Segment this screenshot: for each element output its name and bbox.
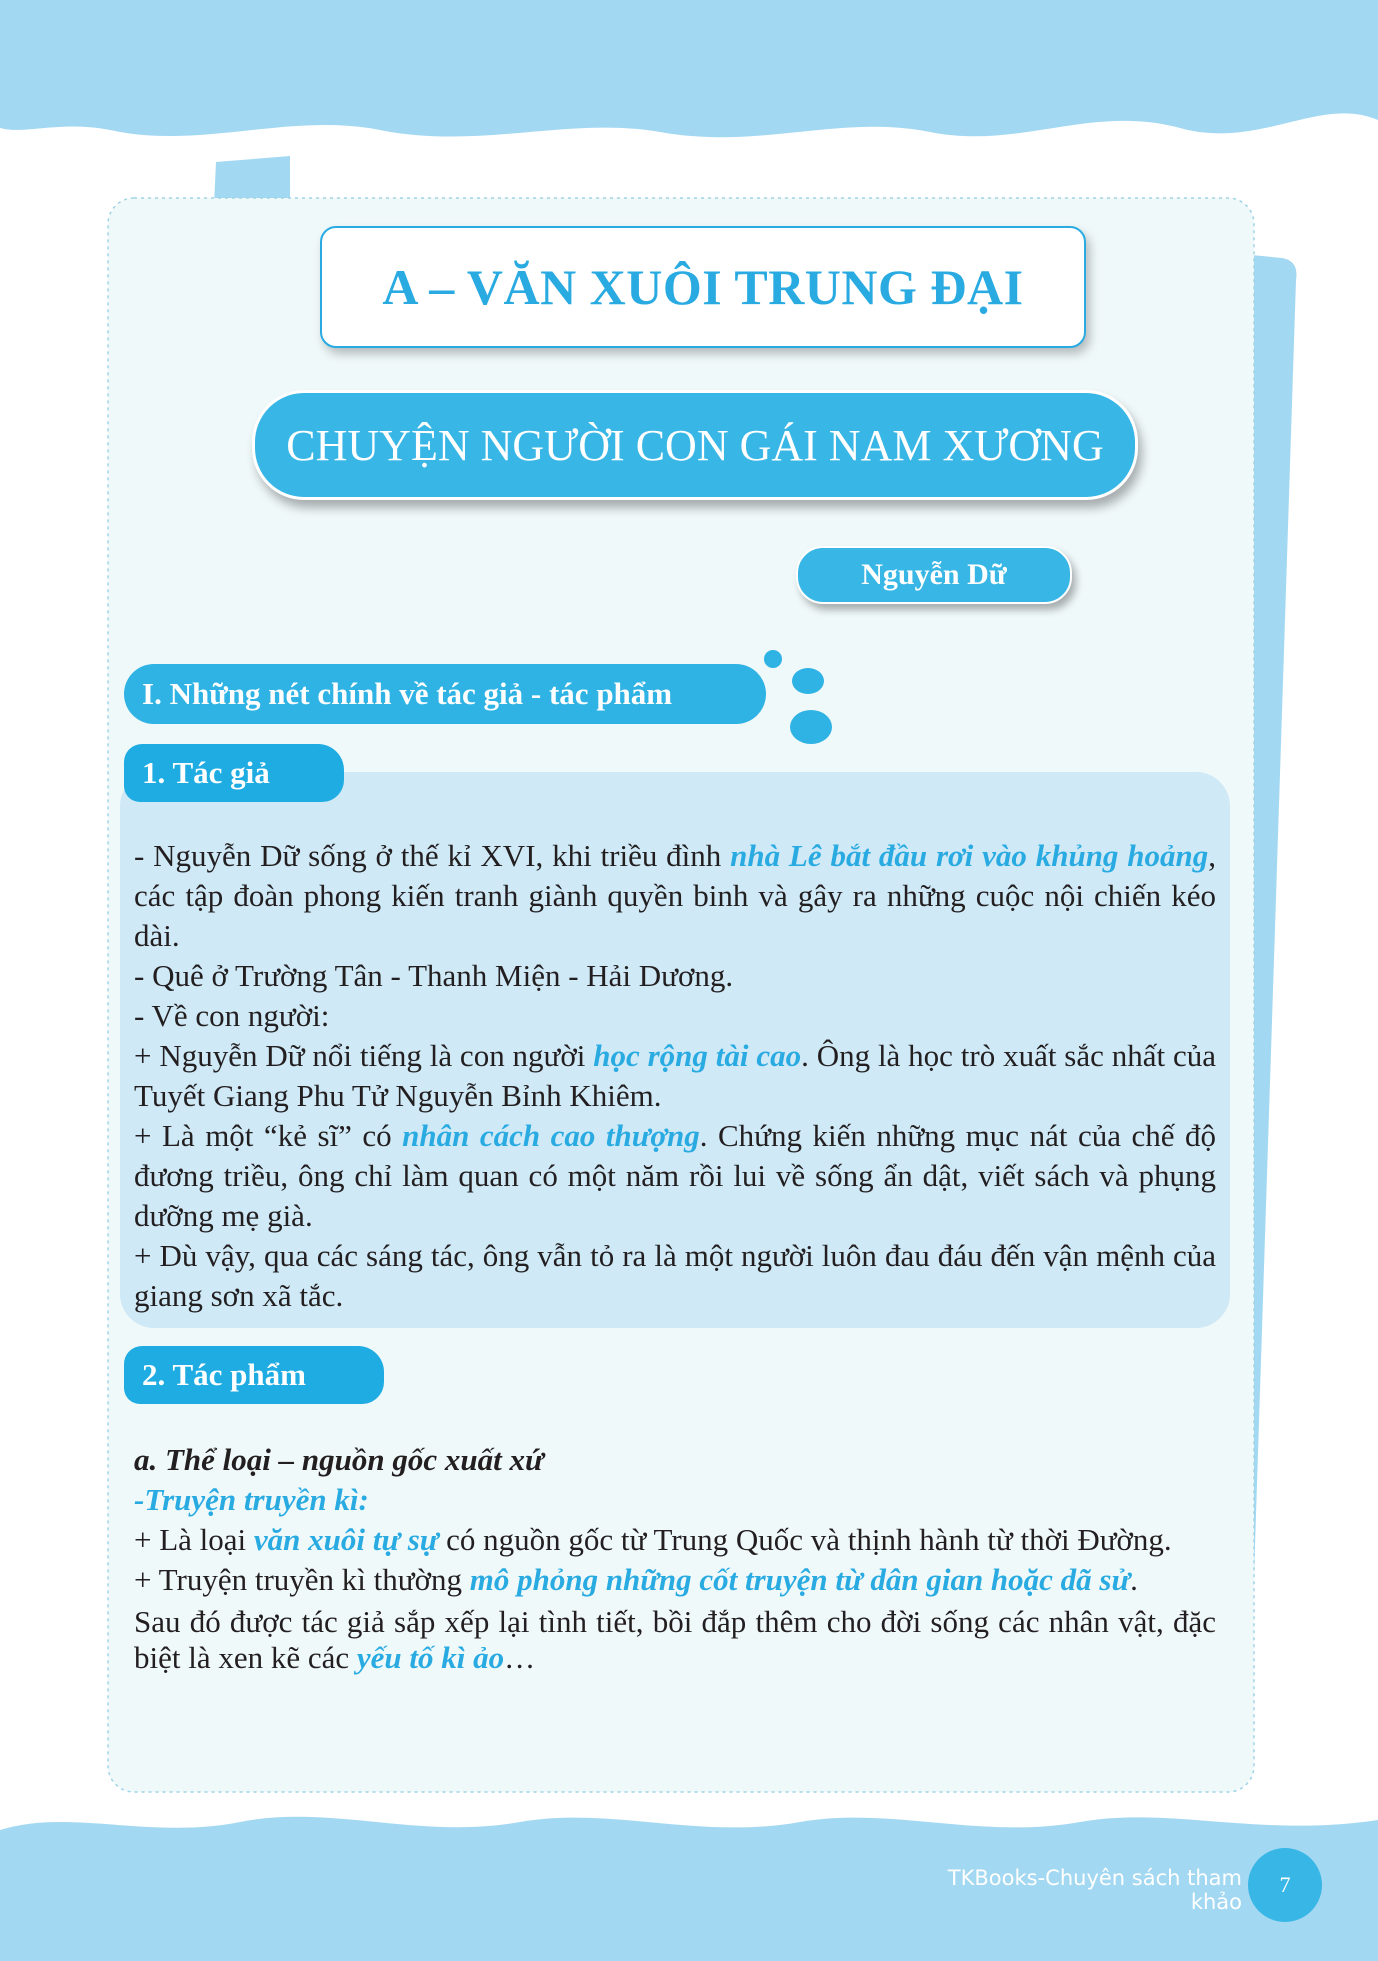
text-run: . Chứng kiến những mục nát của chế độ đương triều, ông chỉ làm quan có một năm rồi lui về sống ẩn dật, viết sách và phụng dưỡng mẹ già. <box>134 1118 1216 1233</box>
author-paragraph-2: - Quê ở Trường Tân - Thanh Miện - Hải Dương. <box>134 958 734 993</box>
text-run: có nguồn gốc từ Trung Quốc và thịnh hành từ thời Đường. <box>438 1522 1172 1557</box>
label-a: a. Thể loại – nguồn gốc xuất xứ <box>134 1442 544 1477</box>
author-paragraph-5 <box>134 1116 1216 1236</box>
text-run: + Nguyễn Dữ nổi tiếng là con người <box>134 1038 594 1073</box>
highlight-text: học rộng tài cao <box>593 1038 802 1073</box>
story-title: CHUYỆN NGƯỜI CON GÁI NAM XƯƠNG <box>252 390 1138 500</box>
text-run: Sau đó được tác giả sắp xếp lại tình tiết, bồi đắp thêm cho đời sống các nhân vật, đặc biệt là xen kẽ các <box>134 1604 1216 1675</box>
text-run: + Truyện truyền kì thường <box>134 1562 470 1597</box>
author-paragraph-3: - Về con người: <box>134 998 330 1033</box>
text-run: + Là loại <box>134 1522 254 1557</box>
text-run: - Nguyễn Dữ sống ở thế kỉ XVI, khi triều đình <box>134 838 731 873</box>
footer-publisher: TKBooks-Chuyên sách tham khảo <box>947 1866 1242 1914</box>
author-text <box>134 836 1216 1316</box>
text-run: … <box>504 1640 536 1675</box>
work-paragraph-3 <box>134 1604 1216 1676</box>
section-heading: I. Những nét chính về tác giả - tác phẩm <box>124 664 766 724</box>
highlight-text: mô phỏng những cốt truyện từ dân gian hoặc dã sử <box>469 1562 1131 1597</box>
text-run: , các tập đoàn phong kiến tranh giành quyền binh và gây ra những cuộc nội chiến kéo dài. <box>134 838 1216 953</box>
page-number: 7 <box>1248 1848 1322 1922</box>
text-run: . Ông là học trò xuất sắc nhất của Tuyết Giang Phu Tử Nguyễn Bỉnh Khiêm. <box>134 1038 1216 1113</box>
highlight-text: yếu tố kì ảo <box>356 1640 505 1675</box>
work-paragraph-2 <box>134 1560 1216 1600</box>
work-paragraph-1 <box>134 1520 1216 1560</box>
highlight-text: nhà Lê bắt đầu rơi vào khủng hoảng <box>730 838 1209 873</box>
work-text <box>134 1440 1216 1676</box>
subheading-author: 1. Tác giả <box>124 744 344 802</box>
decorative-dot-medium <box>792 668 824 694</box>
author-paragraph-6: + Dù vậy, qua các sáng tác, ông vẫn tỏ ra là một người luôn đau đáu đến vận mệnh của giang sơn xã tắc. <box>134 1238 1216 1313</box>
genre-type-label <box>134 1480 1216 1520</box>
subheading-work: 2. Tác phẩm <box>124 1346 384 1404</box>
decorative-dot-large <box>790 710 832 744</box>
author-name-badge: Nguyễn Dữ <box>796 546 1072 604</box>
highlight-text: văn xuôi tự sự <box>253 1522 439 1557</box>
author-paragraph-1 <box>134 836 1216 956</box>
highlight-text: nhân cách cao thượng <box>402 1118 700 1153</box>
text-run: + Là một “kẻ sĩ” có <box>134 1118 403 1153</box>
main-title: A – VĂN XUÔI TRUNG ĐẠI <box>320 226 1086 348</box>
genre-label <box>134 1440 1216 1480</box>
top-wave-banner <box>0 0 1378 137</box>
label-genre: -Truyện truyền kì: <box>134 1482 369 1517</box>
author-paragraph-4 <box>134 1036 1216 1116</box>
decorative-dot-small <box>764 650 782 668</box>
text-run: . <box>1130 1562 1138 1597</box>
